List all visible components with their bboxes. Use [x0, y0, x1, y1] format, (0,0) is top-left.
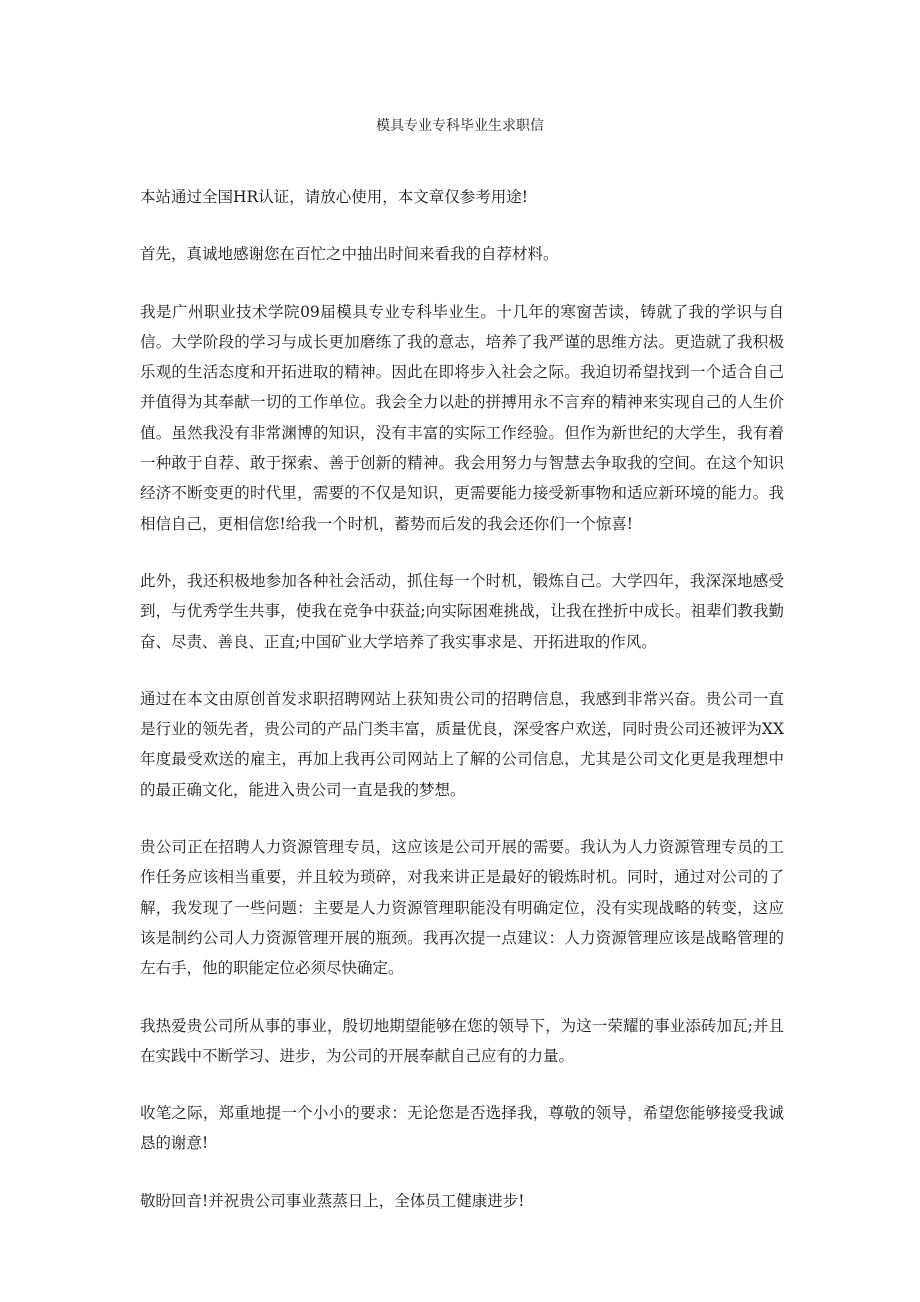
document-body	[140, 182, 784, 1243]
paragraph-request: 收笔之际，郑重地提一个小小的要求：无论您是否选择我，尊敬的领导，希望您能够接受我诚恳的谢意!	[140, 1104, 784, 1153]
paragraph-notice: 本站通过全国HR认证，请放心使用，本文章仅参考用途!	[140, 188, 528, 206]
paragraph-company-interest: 通过在本文由原创首发求职招聘网站上获知贵公司的招聘信息，我感到非常兴奋。贵公司一直是行业的领先者，贵公司的产品门类丰富，质量优良，深受客户欢送，同时贵公司还被评为XX年度最受欢送的雇主，再加上我再公司网站上了解的公司信息，尤其是公司文化更是我理想中的最正确文化，能进入贵公司一直是我的梦想。	[140, 689, 784, 799]
paragraph-closing: 敬盼回音!并祝贵公司事业蒸蒸日上，全体员工健康进步!	[140, 1191, 525, 1210]
document-title: 模具专业专科毕业生求职信	[376, 118, 544, 134]
paragraph-introduction: 我是广州职业技术学院09届模具专业专科毕业生。十几年的寒窗苦读，铸就了我的学识与自信。大学阶段的学习与成长更加磨练了我的意志，培养了我严谨的思维方法。更造就了我积极乐观的生活态度和开拓进取的精神。因此在即将步入社会之际。我迫切希望找到一个适合自己并值得为其奉献一切的工作单位。我会全力以赴的拼搏用永不言弃的精神来实现自己的人生价值。虽然我没有非常渊博的知识，没有丰富的实际工作经验。但作为新世纪的大学生，我有着一种敢于自荐、敢于探索、善于创新的精神。我会用努力与智慧去争取我的空间。在这个知识经济不断变更的时代里，需要的不仅是知识，更需要能力接受新事物和适应新环境的能力。我相信自己，更相信您!给我一个时机，蓄势而后发的我会还你们一个惊喜!	[140, 302, 784, 533]
paragraph-commitment: 我热爱贵公司所从事的事业，殷切地期望能够在您的领导下，为这一荣耀的事业添砖加瓦;并且在实践中不断学习、进步，为公司的开展奉献自己应有的力量。	[140, 1016, 784, 1065]
paragraph-greeting: 首先，真诚地感谢您在百忙之中抽出时间来看我的自荐材料。	[140, 245, 559, 264]
paragraph-activities: 此外，我还积极地参加各种社会活动，抓住每一个时机，锻炼自己。大学四年，我深深地感受到，与优秀学生共事，使我在竞争中获益;向实际困难挑战，让我在挫折中成长。祖辈们教我勤奋、尽责、善良、正直;中国矿业大学培养了我实事求是、开拓进取的作风。	[140, 571, 784, 651]
paragraph-position: 贵公司正在招聘人力资源管理专员，这应该是公司开展的需要。我认为人力资源管理专员的工作任务应该相当重要，并且较为琐碎，对我来讲正是最好的锻炼时机。同时，通过对公司的了解，我发现了一些问题：主要是人力资源管理职能没有明确定位，没有实现战略的转变，这应该是制约公司人力资源管理开展的瓶颈。我再次提一点建议：人力资源管理应该是战略管理的左右手，他的职能定位必须尽快确定。	[140, 838, 784, 978]
